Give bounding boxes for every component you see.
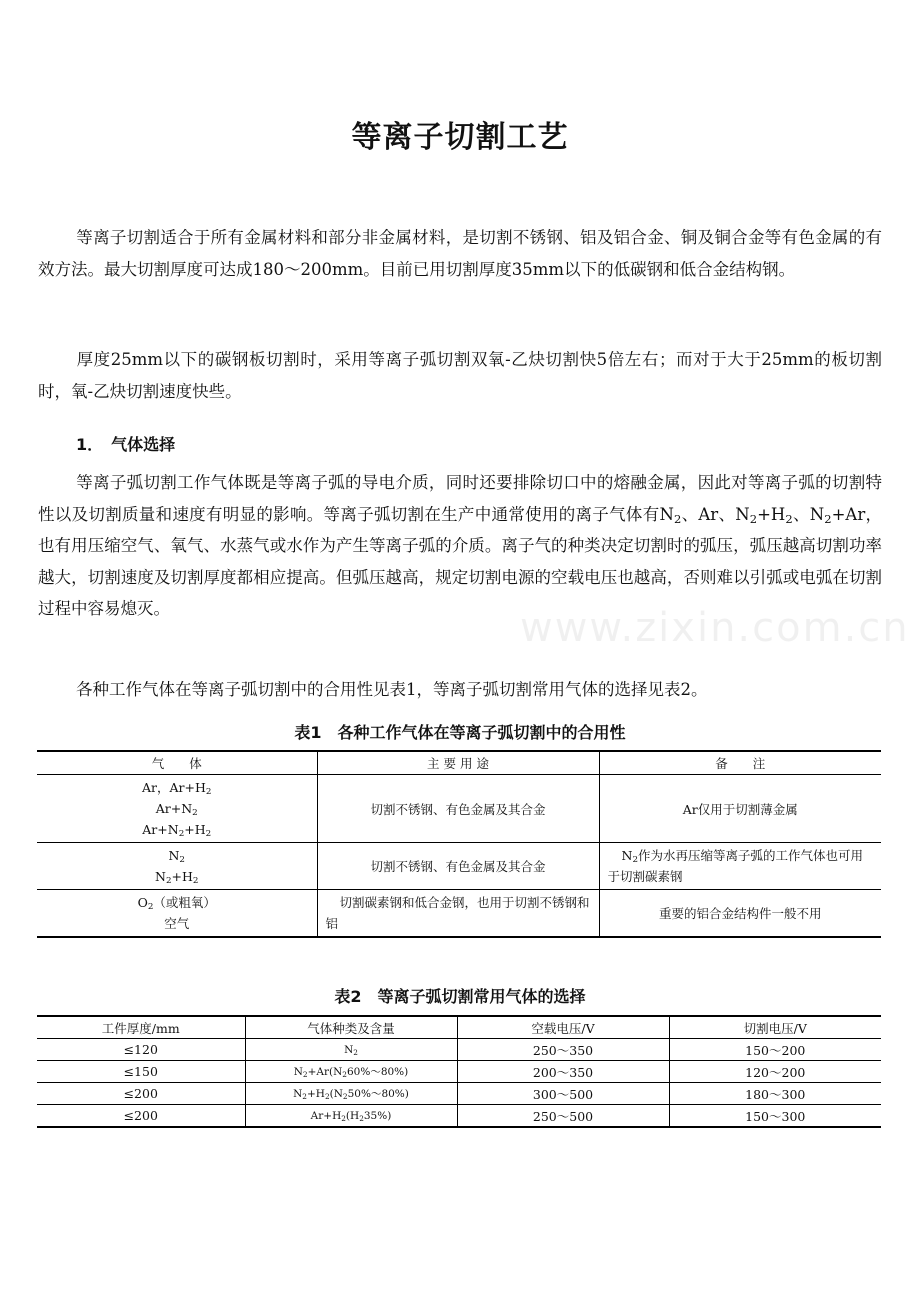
table-row	[37, 775, 881, 843]
table-1-caption: 表1 各种工作气体在等离子弧切割中的合用性	[294, 723, 626, 742]
paragraph-3-text-c: +H	[757, 504, 786, 524]
table-2	[37, 1015, 881, 1128]
table-cell-note	[599, 843, 881, 890]
column-header-gas: 气 体	[37, 751, 317, 775]
gas-text: +H	[184, 822, 206, 837]
subscript: 2	[205, 829, 212, 840]
table-row	[37, 1039, 881, 1061]
gas-text: (N	[329, 1088, 343, 1100]
table-cell-note: Ar仅用于切割薄金属	[599, 775, 881, 843]
paragraph-4	[38, 674, 882, 706]
gas-text: N	[293, 1088, 303, 1100]
table-cell-gas	[245, 1061, 457, 1083]
table-cell-use: 切割不锈钢、有色金属及其合金	[317, 843, 599, 890]
paragraph-1	[38, 222, 882, 285]
table-header-row	[37, 1016, 881, 1039]
table-cell-gas	[245, 1105, 457, 1128]
subscript: 2	[302, 1069, 308, 1079]
table-cell-gas	[37, 890, 317, 938]
table-cell-gas	[245, 1083, 457, 1105]
table-cell-open-voltage: 250～500	[457, 1105, 669, 1128]
gas-text: （或粗氧）	[153, 895, 216, 910]
paragraph-3-text-a: 等离子弧切割工作气体既是等离子弧的导电介质，同时还要排除切口中的熔融金属，因此对等离子弧的切割特性以及切割质量和速度有明显的影响。等离子弧切割在生产中通常使用的离子气体有N	[38, 473, 882, 524]
gas-text: N	[344, 1043, 354, 1056]
subscript: 2	[192, 876, 199, 887]
column-header-open-voltage: 空载电压/V	[457, 1016, 669, 1039]
table-cell-open-voltage: 300～500	[457, 1083, 669, 1105]
table-cell-cut-voltage: 120～200	[669, 1061, 881, 1083]
subscript: 2	[324, 1091, 330, 1101]
table-cell-thickness: ≤200	[37, 1083, 245, 1105]
paragraph-3-text-b: 、Ar、N	[681, 504, 750, 524]
table-header-row	[37, 751, 881, 775]
gas-text: +H	[171, 869, 193, 884]
column-header-note: 备 注	[599, 751, 881, 775]
subscript: 2	[824, 511, 832, 526]
table-cell-cut-voltage: 150～300	[669, 1105, 881, 1128]
note-text: N	[621, 848, 633, 863]
gas-text: N	[155, 869, 166, 884]
subscript: 2	[302, 1091, 307, 1101]
table-cell-cut-voltage: 150～200	[669, 1039, 881, 1061]
table-row	[37, 1083, 881, 1105]
paragraph-2-text: 厚度25mm以下的碳钢板切割时，采用等离子弧切割双氧-乙炔切割快5倍左右；而对于大于25mm的板切割时，氧-乙炔切割速度快些。	[38, 350, 882, 401]
subscript: 2	[749, 511, 758, 526]
table-row	[37, 890, 881, 938]
watermark: www.zixin.com.cn	[520, 605, 910, 651]
subscript: 2	[147, 902, 154, 913]
table-cell-gas	[37, 775, 317, 843]
subscript: 2	[341, 1113, 346, 1123]
table-2-caption: 表2 等离子弧切割常用气体的选择	[334, 987, 586, 1006]
table-1	[37, 750, 881, 938]
table-row	[37, 1105, 881, 1128]
gas-text: 50%～80%)	[347, 1088, 409, 1100]
subscript: 2	[785, 511, 793, 526]
section-heading-gas-selection: 1． 气体选择	[76, 435, 176, 454]
subscript: 2	[192, 808, 198, 819]
table-cell-thickness: ≤200	[37, 1105, 245, 1128]
page-title: 等离子切割工艺	[351, 120, 569, 155]
subscript: 2	[205, 787, 212, 798]
subscript: 2	[178, 829, 185, 840]
subscript: 2	[179, 855, 185, 866]
table-cell-open-voltage: 250～350	[457, 1039, 669, 1061]
table-row	[37, 843, 881, 890]
paragraph-1-text: 等离子切割适合于所有金属材料和部分非金属材料，是切割不锈钢、铝及铝合金、铜及铜合金等有色金属的有效方法。最大切割厚度可达成180～200mm。目前已用切割厚度35mm以下的低碳钢和低合金结构钢。	[38, 228, 882, 279]
subscript: 2	[632, 855, 639, 866]
table-cell-gas	[245, 1039, 457, 1061]
table-row	[37, 1061, 881, 1083]
table-cell-thickness: ≤120	[37, 1039, 245, 1061]
column-header-cut-voltage: 切割电压/V	[669, 1016, 881, 1039]
subscript: 2	[353, 1047, 358, 1057]
gas-text: Ar+H	[310, 1109, 342, 1122]
gas-text: +Ar(N	[307, 1066, 343, 1078]
gas-text: +H	[306, 1088, 325, 1100]
note-text: 作为水再压缩等离子弧的工作气体也可用于切割碳素钢	[607, 848, 864, 884]
subscript: 2	[342, 1091, 348, 1101]
gas-text: 60%～80%)	[346, 1066, 409, 1078]
table-cell-thickness: ≤150	[37, 1061, 245, 1083]
paragraph-3-text-e: +Ar，也有用压缩空气、氧气、水蒸气或水作为产生等离子弧的介质。离子气的种类决定切割时的弧压，弧压越高切割功率越大，切割速度及切割厚度都相应提高。但弧压越高，规定切割电源的空载电压也越高，否则难以引弧或电弧在切割过程中容易熄灭。	[38, 504, 883, 618]
gas-text: 空气	[164, 916, 190, 931]
gas-text: 35%)	[363, 1109, 392, 1122]
gas-text: Ar+N	[142, 822, 179, 837]
column-header-gas: 气体种类及含量	[245, 1016, 457, 1039]
subscript: 2	[673, 511, 682, 526]
gas-text: N	[168, 848, 180, 863]
paragraph-2	[38, 344, 882, 407]
gas-text: N	[293, 1066, 303, 1078]
gas-text: Ar，Ar+H	[142, 780, 206, 795]
table-cell-note: 重要的铝合金结构件一般不用	[599, 890, 881, 938]
table-cell-use: 切割不锈钢、有色金属及其合金	[317, 775, 599, 843]
subscript: 2	[359, 1113, 364, 1123]
column-header-thickness: 工件厚度/mm	[37, 1016, 245, 1039]
gas-text: Ar+N	[155, 801, 193, 816]
subscript: 2	[165, 876, 172, 887]
paragraph-3-text-d: 、N	[792, 504, 825, 524]
paragraph-4-text: 各种工作气体在等离子弧切割中的合用性见表1，等离子弧切割常用气体的选择见表2。	[76, 680, 708, 699]
table-cell-cut-voltage: 180～300	[669, 1083, 881, 1105]
table-cell-gas	[37, 843, 317, 890]
table-cell-use	[317, 890, 599, 938]
gas-text: (H	[345, 1109, 360, 1122]
gas-text: O	[137, 895, 148, 910]
table-cell-open-voltage: 200～350	[457, 1061, 669, 1083]
column-header-use: 主 要 用 途	[317, 751, 599, 775]
subscript: 2	[342, 1069, 347, 1079]
use-text: 切割碳素钢和低合金钢，也用于切割不锈钢和铝	[325, 895, 590, 931]
paragraph-3	[38, 467, 882, 625]
